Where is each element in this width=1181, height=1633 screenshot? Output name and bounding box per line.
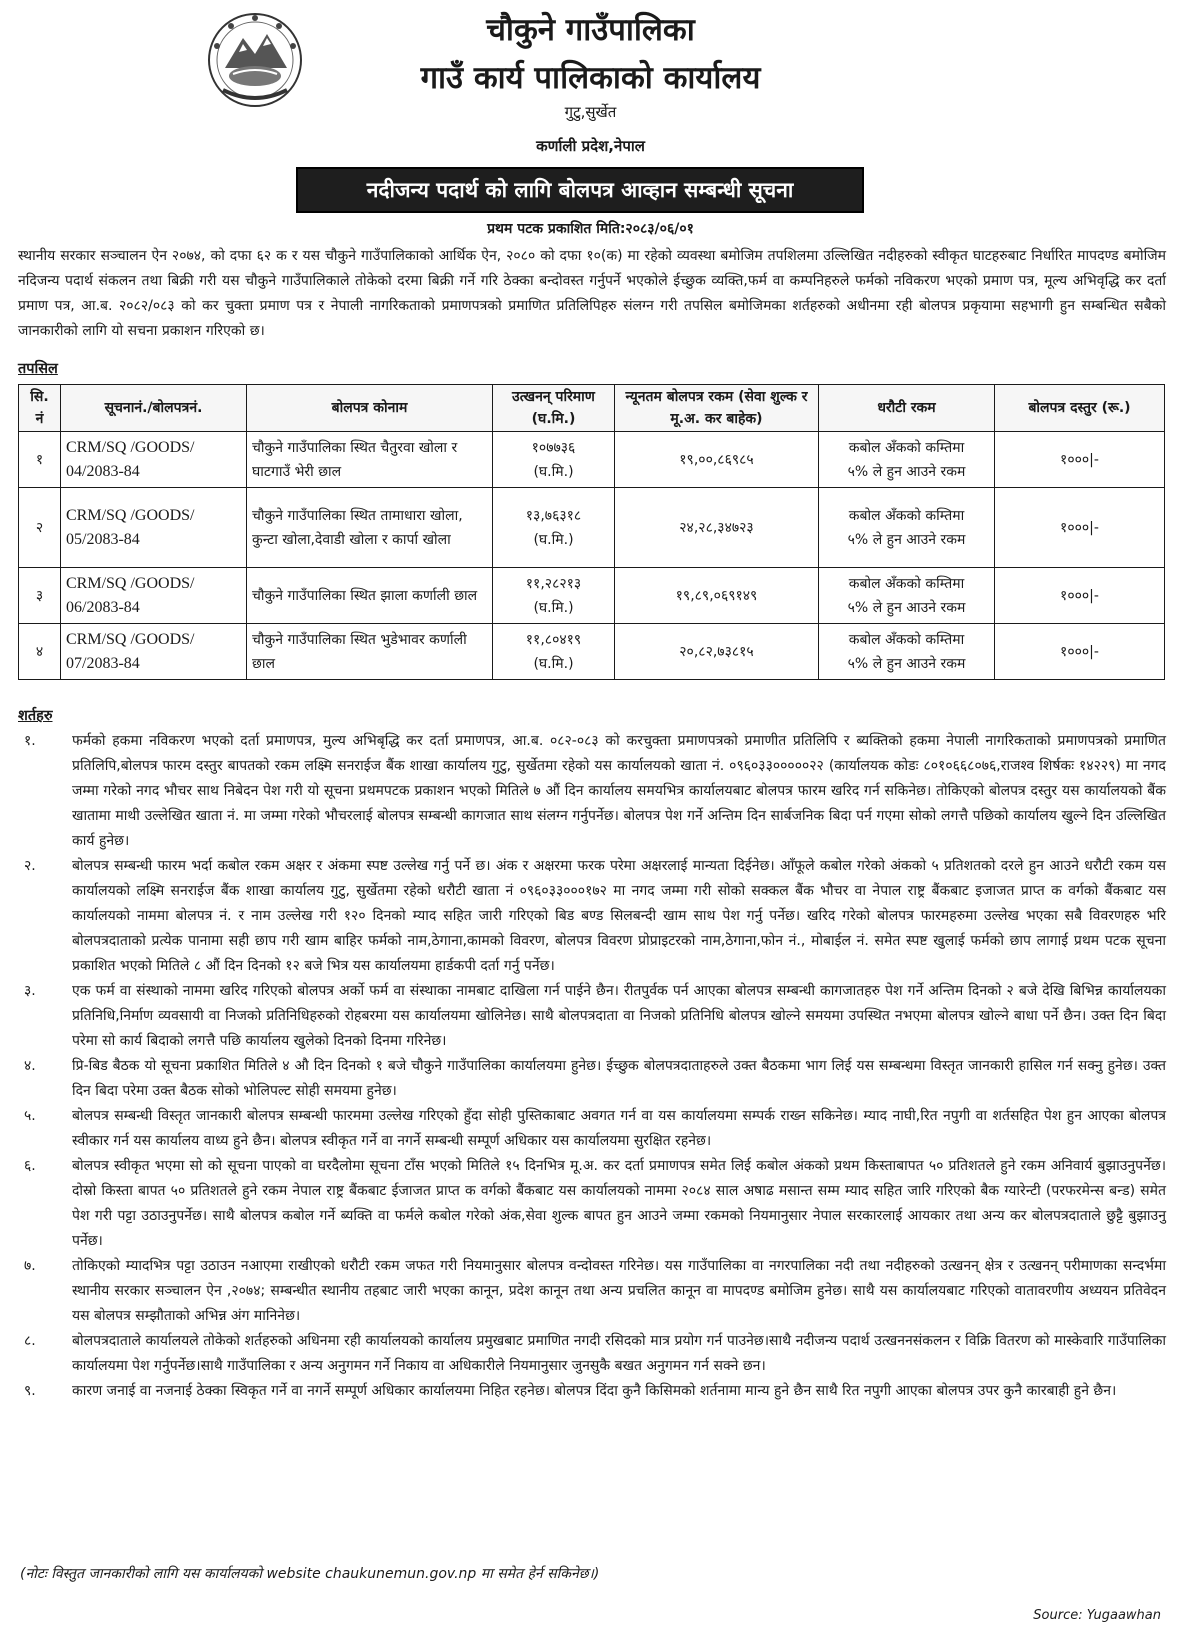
cell-quantity-unit: (घ.मि.) bbox=[533, 599, 574, 616]
term-item bbox=[18, 854, 1166, 979]
cell-sn: २ bbox=[19, 488, 61, 568]
term-item bbox=[18, 1054, 1166, 1104]
cell-deposit-line-1: कबोल अँकको कम्तिमा bbox=[848, 439, 965, 456]
tender-table bbox=[18, 384, 1165, 680]
cell-deposit-line-1: कबोल अँकको कम्तिमा bbox=[848, 631, 965, 648]
term-item bbox=[18, 729, 1166, 854]
cell-ref-line-2: 06/2083-84 bbox=[66, 598, 140, 616]
cell-name: चौकुने गाउँपालिका स्थित तामाधारा खोला, कुन्टा खोला,देवाडी खोला र कार्पा खोला bbox=[247, 488, 493, 568]
cell-name: चौकुने गाउँपालिका स्थित भुडेभावर कर्णाली छाल bbox=[247, 624, 493, 680]
cell-quantity bbox=[493, 568, 615, 624]
cell-fee: १०००|- bbox=[995, 568, 1165, 624]
cell-deposit-line-2: ५% ले हुन आउने रकम bbox=[847, 655, 966, 672]
table-row bbox=[19, 568, 1165, 624]
cell-quantity-value: १०७७३६ bbox=[531, 439, 576, 456]
term-item bbox=[18, 1329, 1166, 1379]
org-name: चौकुने गाउँपालिका bbox=[486, 12, 695, 48]
published-date: प्रथम पटक प्रकाशित मिति:२०८३/०६/०१ bbox=[487, 221, 694, 237]
cell-sn: १ bbox=[19, 432, 61, 488]
intro-paragraph: स्थानीय सरकार सञ्चालन ऐन २०७४, को दफा ६२ क र यस चौकुने गाउँपालिकाको आर्थिक ऐन, २०८० को दफा १०(क) मा रहेको व्यवस्था बमोजिम तपशिलमा उल्लिखित नदीहरुको स्वीकृत घाटहरुबाट निर्धारित मापदण्ड बमोजिम नदिजन्य पदार्थ संकलन तथा बिक्री गरी यस चौकुने गाउँपालिकाले तोकेको दरमा बिक्री गर्ने गरि ठेक्का बन्दोवस्त गर्नुपर्ने भएकोले ईच्छुक व्यक्ति,फर्म वा कम्पनिहरुले फर्मको नविकरण भएको प्रमाण पत्र, मूल्य अभिवृद्धि कर दर्ता प्रमाण पत्र, आ.ब. २०८२/०८३ को कर चुक्ता प्रमाण पत्र र नेपाली नागरिकताको प्रमाणपत्रको प्रमाणित प्रतिलिपिहरु संलग्न गरी तपसिल बमोजिमका शर्तहरुको अधीनमा रही बोलपत्र प्रकृयामा सहभागी हुन सम्बन्धित सबैको जानकारीको लागि यो सचना प्रकाशन गरिएको छ। bbox=[18, 248, 1166, 339]
cell-min-amount: १९,००,८६९८५ bbox=[615, 432, 819, 488]
term-number: ४. bbox=[24, 1058, 36, 1074]
term-text: बोलपत्र सम्बन्धी फारम भर्दा कबोल रकम अक्षर र अंकमा स्पष्ट उल्लेख गर्नु पर्ने छ। अंक र अक्षरमा फरक परेमा अक्षरलाई मान्यता दिईनेछ। आँफूले कबोल गरेको अंकको ५ प्रतिशतको दरले हुन आउने धरौटी रकम यस कार्यालयको लक्ष्मि सनराईज बैंक शाखा कार्यालय गुटु, सुर्खेतमा रहेको धरौटी खाता नं ०९६०३३०००१७२ मा नगद जम्मा गरी सोको सक्कल बैंक भौचर वा नेपाल राष्ट्र बैंकबाट इजाजत प्राप्त क वर्गको बैंकबाट यस कार्यालयको नाममा बोलपत्र नं. र नाम उल्लेख गरी १२० दिनको म्याद सहित जारी गरिएको बिड बण्ड सिलबन्दी खाम साथ पेश गर्नु पर्नेछ। खरिद गरेको बोलपत्र फारमहरुमा उल्लेख भएका सबै विवरणहरु भरि बोलपत्रदाताको प्रत्येक पानामा सही छाप गरी खाम बाहिर फर्मको नाम,ठेगाना,कामको विवरण, बोलपत्र विवरण प्रोप्राइटरको नाम,ठेगाना,फोन नं., मोबाईल नं. समेत स्पष्ट खुलाई फर्मको छाप लागाई प्रथम पटक सूचना प्रकाशित भएको मितिले ८ औं दिन दिनको १२ बजे भित्र यस कार्यालयमा हार्डकपी दर्ता गर्नु पर्नेछ। bbox=[72, 858, 1166, 974]
cell-min-amount: २४,२८,३४७२३ bbox=[615, 488, 819, 568]
term-item bbox=[18, 1154, 1166, 1254]
col-header-ref: सूचनानं./बोलपत्रनं. bbox=[61, 385, 247, 432]
cell-quantity-value: ११,२८२१३ bbox=[525, 575, 582, 592]
cell-quantity-unit: (घ.मि.) bbox=[533, 531, 574, 548]
term-text: बोलपत्र सम्बन्धी विस्तृत जानकारी बोलपत्र सम्बन्धी फारममा उल्लेख गरिएको हुँदा सोही पुस्तिकाबाट अवगत गर्न वा यस कार्यालयमा सम्पर्क राख्न सकिनेछ। म्याद नाघी,रित नपुगी वा शर्तसहित पेश हुन आएका बोलपत्र स्वीकार गर्न यस कार्यालय वाध्य हुने छैन। बोलपत्र स्वीकृत गर्ने वा नगर्ने सम्बन्धी सम्पूर्ण अधिकार यस कार्यालयमा सुरक्षित रहनेछ। bbox=[72, 1108, 1166, 1149]
term-number: ६. bbox=[24, 1158, 36, 1174]
cell-deposit-line-2: ५% ले हुन आउने रकम bbox=[847, 463, 966, 480]
cell-fee: १०००|- bbox=[995, 432, 1165, 488]
notice-title-banner bbox=[296, 167, 864, 213]
cell-deposit-line-2: ५% ले हुन आउने रकम bbox=[847, 599, 966, 616]
term-number: ७. bbox=[24, 1258, 36, 1274]
term-text: फर्मको हकमा नविकरण भएको दर्ता प्रमाणपत्र, मुल्य अभिबृद्धि कर दर्ता प्रमाणपत्र, आ.ब. ०८२-०८३ को करचुक्ता प्रमाणपत्रको प्रमाणीत प्रतिलिपि र ब्यक्तिको हकमा नेपाली नागरिकताको प्रमाणपत्रको प्रमाणित प्रतिलिपि,बोलपत्र फारम दस्तुर बापतको रकम लक्ष्मि सनराईज बैंक शाखा कार्यालय गुटु, सुर्खेतमा रहेको यस कार्यालयको खाता नं. ०९६०३३०००००२२ (कार्यालयक कोडः ८०१०६६८०७६,राजश्व शिर्षकः १४२२९) मा नगद जम्मा गरेको नगद भौचर साथ निबेदन पेश गरी यो सूचना प्रथमपटक प्रकाशन भएको मितिले ७ औं दिन कार्यालय समयभित्र कार्यालयबाट बोलपत्र फारम खरिद गर्न सकिनेछ। तोकिएको बोलपत्र दस्तुर यस कार्यालयको बैंक खातामा माथी उल्लेखित खाता नं. मा जम्मा गरेको भौचरलाई बोलपत्र सम्बन्धी कागजात साथ संलग्न गर्नुपर्नेछ। बोलपत्र पेश गर्ने अन्तिम दिन सार्बजनिक बिदा पर्न गएमा सोको लगत्तै पछिको कार्यालय खुल्ने दिन उल्लिखित कार्य हुनेछ। bbox=[72, 733, 1166, 849]
cell-ref-line-2: 05/2083-84 bbox=[66, 530, 140, 548]
terms-section-title: शर्तहरु bbox=[18, 708, 53, 724]
col-header-fee: बोलपत्र दस्तुर (रू.) bbox=[995, 385, 1165, 432]
cell-fee: १०००|- bbox=[995, 488, 1165, 568]
term-number: २. bbox=[24, 858, 36, 874]
col-header-quantity: उत्खनन् परिमाण (घ.मि.) bbox=[493, 385, 615, 432]
cell-min-amount: २०,८२,७३८१५ bbox=[615, 624, 819, 680]
office-location: गुटु,सुर्खेत bbox=[564, 103, 617, 121]
cell-name: चौकुने गाउँपालिका स्थित चैतुरवा खोला र घाटगाउँ भेरी छाल bbox=[247, 432, 493, 488]
table-header-row bbox=[19, 385, 1165, 432]
col-header-sn: सि. नं bbox=[19, 385, 61, 432]
website-note: (नोटः विस्तुत जानकारीको लागि यस कार्यालयको website chaukunemun.gov.np मा समेत हेर्न सकिनेछ।) bbox=[20, 1566, 600, 1582]
term-text: बोलपत्रदाताले कार्यालयले तोकेको शर्तहरुको अधिनमा रही कार्यालयको कार्यालय प्रमुखबाट प्रमाणित नगदी रसिदको मात्र प्रयोग गर्न पाउनेछ।साथै नदीजन्य पदार्थ उत्खननसंकलन र विक्रि वितरण को मास्केवारि गाउँपालिका कार्यालयमा पेश गर्नुपर्नेछ।साथै गाउँपालिका र अन्य अनुगमन गर्ने निकाय वा अधिकारीले नियमानुसार जुनसुकै बखत अनुगमन गर्न सक्ने छन। bbox=[72, 1333, 1166, 1374]
col-header-min-amount: न्यूनतम बोलपत्र रकम (सेवा शुल्क र मू.अ. कर बाहेक) bbox=[615, 385, 819, 432]
term-text: प्रि-बिड बैठक यो सूचना प्रकाशित मितिले ४ औ दिन दिनको १ बजे चौकुने गाउँपालिका कार्यालयमा हुनेछ। ईच्छुक बोलपत्रदाताहरुले उक्त बैठकमा भाग लिई यस सम्बन्धमा विस्तृत जानकारी हासिल गर्न सक्नु हुनेछ। उक्त दिन बिदा परेमा उक्त बैठक सोको भोलिपल्ट सोही समयमा हुनेछ। bbox=[72, 1058, 1166, 1099]
col-header-deposit: धरौटी रकम bbox=[819, 385, 995, 432]
term-text: बोलपत्र स्वीकृत भएमा सो को सूचना पाएको वा घरदैलोमा सूचना टाँस भएको मितिले १५ दिनभित्र मू.अ. कर दर्ता प्रमाणपत्र समेत लिई कबोल अंकको प्रथम किस्ताबापत ५० प्रतिशतले हुने रकम अनिवार्य बुझाउनुपर्नेछ। दोस्रो किस्ता बापत ५० प्रतिशतले हुने रकम नेपाल राष्ट्र बैंकबाट ईजाजत प्राप्त क वर्गको बैंकबाट यस कार्यालयको नाममा २०८४ साल अषाढ मसान्त सम्म म्याद सहित जारि गरिएको बैक ग्यारेन्टी (परफरमेन्स बन्ड) समेत पेश गरी पट्टा उठाउनुपर्नेछ। साथै बोलपत्र कबोल गर्ने ब्यक्ति वा फर्मले कबोल गरेको अंक,सेवा शुल्क बापत हुन आउने जम्मा रकमको नियमानुसार नेपाल सरकारलाई आयकार तथा अन्य कर बोलपत्रदाताले छुट्टै बुझाउनु पर्नेछ। bbox=[72, 1158, 1166, 1249]
cell-ref-line-2: 07/2083-84 bbox=[66, 654, 140, 672]
col-header-name: बोलपत्र कोनाम bbox=[247, 385, 493, 432]
province: कर्णाली प्रदेश,नेपाल bbox=[536, 137, 645, 155]
term-item bbox=[18, 1254, 1166, 1329]
cell-quantity-unit: (घ.मि.) bbox=[533, 463, 574, 480]
term-number: ३. bbox=[24, 983, 36, 999]
terms-list bbox=[18, 729, 1166, 1404]
term-item bbox=[18, 1379, 1166, 1404]
cell-quantity-unit: (घ.मि.) bbox=[533, 655, 574, 672]
cell-ref-line-1: CRM/SQ /GOODS/ bbox=[66, 630, 195, 648]
cell-ref bbox=[61, 624, 247, 680]
term-number: १. bbox=[24, 733, 36, 749]
cell-ref bbox=[61, 568, 247, 624]
cell-min-amount: १९,८९,०६९१४९ bbox=[615, 568, 819, 624]
source-credit: Source: Yugaawhan bbox=[1033, 1608, 1161, 1623]
notice-title: नदीजन्य पदार्थ को लागि बोलपत्र आव्हान सम्बन्धी सूचना bbox=[366, 178, 794, 202]
term-text: कारण जनाई वा नजनाई ठेक्का स्विकृत गर्ने वा नगर्ने सम्पूर्ण अधिकार कार्यालयमा निहित रहनेछ। बोलपत्र दिंदा कुनै किसिमको शर्तनामा मान्य हुने छैन साथै रित नपुगी आएका बोलपत्र उपर कुनै कारबाही हुने छैन। bbox=[72, 1383, 1117, 1399]
cell-deposit bbox=[819, 432, 995, 488]
cell-deposit-line-1: कबोल अँकको कम्तिमा bbox=[848, 507, 965, 524]
table-row bbox=[19, 488, 1165, 568]
cell-ref bbox=[61, 488, 247, 568]
term-text: तोकिएको म्यादभित्र पट्टा उठाउन नआएमा राखीएको धरौटी रकम जफत गरी नियमानुसार बोलपत्र वन्दोवस्त गरिनेछ। यस गाउँपालिका वा नगरपालिका नदी तथा नदीहरुको उत्खनन् क्षेत्र र उत्खनन् परीमाणका सन्दर्भमा स्थानीय सरकार सञ्चालन ऐन ,२०७४; सम्बन्धीत स्थानीय तहबाट जारी भएका कानून, प्रदेश कानून तथा अन्य प्रचलित कानून वा मापदण्ड बमोजिम हुनेछ। साथै यस कार्यालयबाट गरिएको वातावरणीय अध्ययन प्रतिवेदन यस बोलपत्र सम्झौताको अभिन्न अंग मानिनेछ। bbox=[72, 1258, 1166, 1324]
term-item bbox=[18, 979, 1166, 1054]
term-number: ८. bbox=[24, 1333, 36, 1349]
term-number: ९. bbox=[24, 1383, 36, 1399]
cell-ref bbox=[61, 432, 247, 488]
cell-deposit bbox=[819, 568, 995, 624]
cell-ref-line-1: CRM/SQ /GOODS/ bbox=[66, 506, 195, 524]
cell-quantity bbox=[493, 624, 615, 680]
cell-deposit bbox=[819, 624, 995, 680]
table-section-title: तपसिल bbox=[18, 361, 58, 377]
term-text: एक फर्म वा संस्थाको नाममा खरिद गरिएको बोलपत्र अर्को फर्म वा संस्थाका नामबाट दाखिला गर्न पाईने छैन। रीतपुर्वक पर्न आएका बोलपत्र सम्बन्धी कागजातहरु पेश गर्ने अन्तिम दिनको २ बजे देखि बिभिन्न कार्यालयका प्रतिनिधि,निर्माण व्यवसायी वा निजको प्रतिनिधिहरुको रोहबरमा यस कार्यालयमा खोलिनेछ। साथै बोलपत्रदाता वा निजको प्रतिनिधि बोलपत्र खोल्ने समयमा उपस्थित नभएमा बोलपत्र खोल्ने बाधा पर्ने छैन। उक्त दिन बिदा परेमा सो कार्य बिदाको लगत्तै पछि कार्यालय खुलेको दिनको दिनमा गरिनेछ। bbox=[72, 983, 1166, 1049]
cell-quantity-value: ११,८०४१९ bbox=[525, 631, 582, 648]
term-item bbox=[18, 1104, 1166, 1154]
cell-deposit-line-1: कबोल अँकको कम्तिमा bbox=[848, 575, 965, 592]
table-row bbox=[19, 624, 1165, 680]
cell-ref-line-1: CRM/SQ /GOODS/ bbox=[66, 574, 195, 592]
term-number: ५. bbox=[24, 1108, 36, 1124]
cell-ref-line-2: 04/2083-84 bbox=[66, 462, 140, 480]
cell-sn: ३ bbox=[19, 568, 61, 624]
cell-deposit-line-2: ५% ले हुन आउने रकम bbox=[847, 531, 966, 548]
cell-quantity bbox=[493, 488, 615, 568]
office-name: गाउँ कार्य पालिकाको कार्यालय bbox=[420, 60, 761, 96]
cell-deposit bbox=[819, 488, 995, 568]
cell-quantity-value: १३,७६३१८ bbox=[525, 507, 582, 524]
cell-ref-line-1: CRM/SQ /GOODS/ bbox=[66, 438, 195, 456]
cell-fee: १०००|- bbox=[995, 624, 1165, 680]
cell-quantity bbox=[493, 432, 615, 488]
cell-name: चौकुने गाउँपालिका स्थित झाला कर्णाली छाल bbox=[247, 568, 493, 624]
cell-sn: ४ bbox=[19, 624, 61, 680]
table-row bbox=[19, 432, 1165, 488]
